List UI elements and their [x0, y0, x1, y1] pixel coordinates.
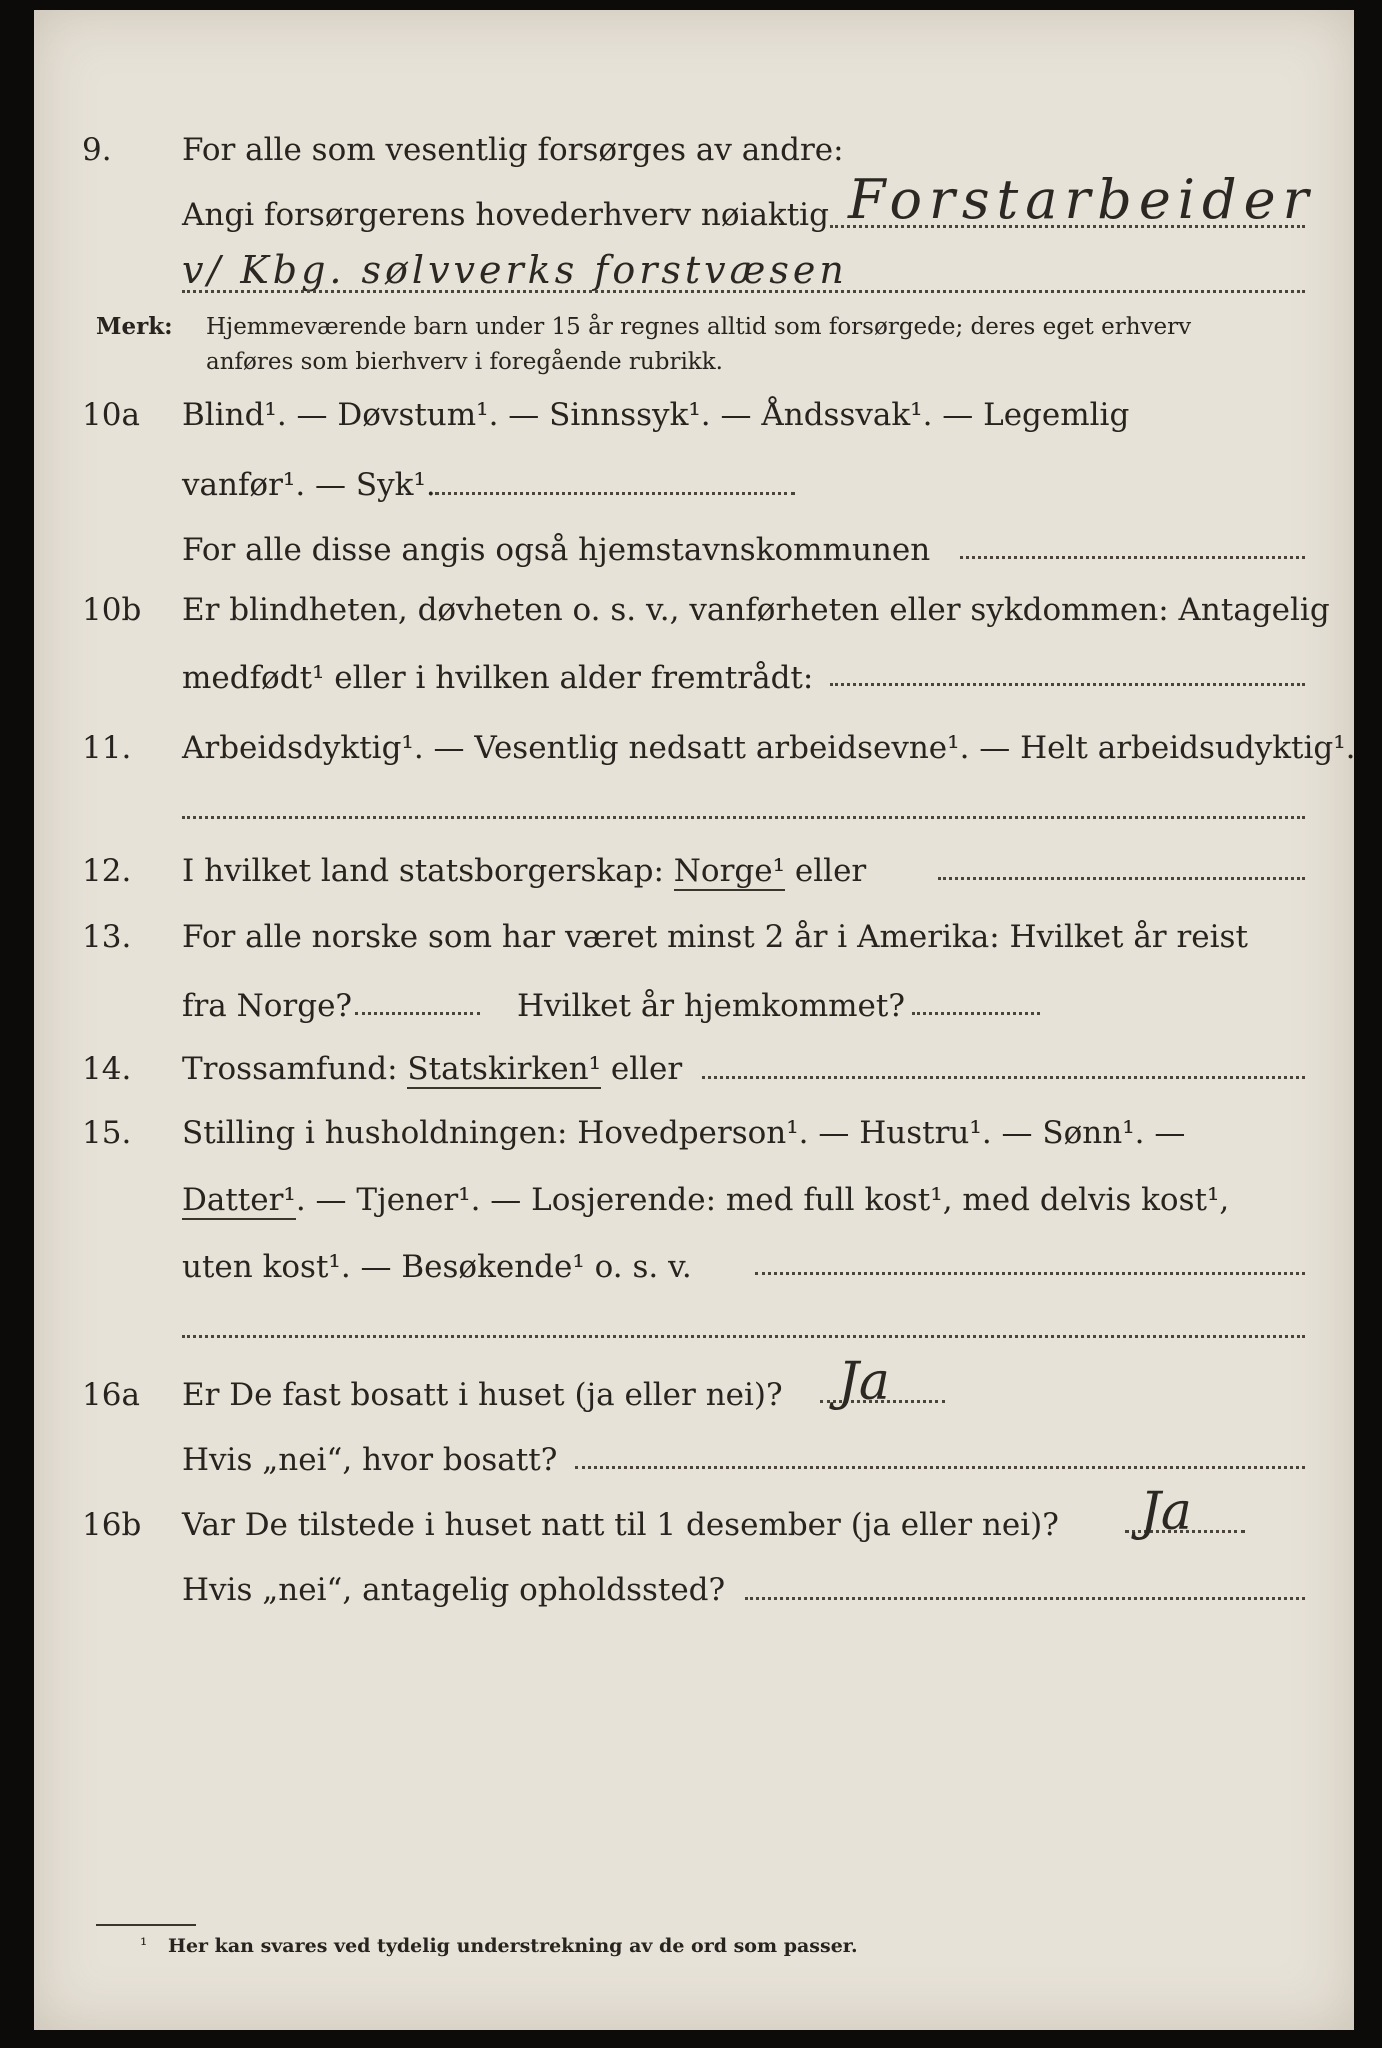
q9-line2: Angi forsørgerens hovederhverv nøiaktig — [182, 197, 829, 233]
q16b-line1: Var De tilstede i huset natt til 1 desember (ja eller nei)? — [182, 1507, 1059, 1543]
merk-line2: anføres som bierhverv i foregående rubrikk. — [206, 349, 723, 375]
q14-number: 14. — [82, 1051, 132, 1087]
q13-hjemkommet-line — [912, 1012, 1040, 1015]
q14-statskirken-option: Statskirken¹ — [407, 1051, 601, 1087]
footnote-text: Her kan svares ved tydelig understrekning av de ord som passer. — [168, 1935, 858, 1957]
q12-answer-line — [938, 877, 1305, 880]
q10a-line1: Blind¹. — Døvstum¹. — Sinnssyk¹. — Åndssvak¹. — Legemlig — [182, 397, 1130, 433]
q10a-line2: vanfør¹. — Syk¹. — [182, 467, 436, 503]
q10b-number: 10b — [82, 592, 142, 628]
q9-answer-line-2 — [182, 290, 1305, 293]
q13-line1: For alle norske som har været minst 2 år i Amerika: Hvilket år reist — [182, 919, 1248, 955]
q16a-number: 16a — [82, 1377, 140, 1413]
q15-line3: uten kost¹. — Besøkende¹ o. s. v. — [182, 1249, 692, 1285]
q15-answer-line — [755, 1272, 1305, 1275]
q13-line2b: Hvilket år hjemkommet? — [517, 988, 905, 1024]
q16b-number: 16b — [82, 1507, 142, 1543]
merk-line1: Hjemmeværende barn under 15 år regnes alltid som forsørgede; deres eget erhverv — [206, 314, 1192, 340]
q12-number: 12. — [82, 853, 132, 889]
q12-line — [182, 851, 866, 891]
q15-line2 — [182, 1180, 1229, 1220]
q9-number: 9. — [82, 132, 112, 168]
q12-norge-option: Norge¹ — [673, 853, 786, 889]
q16a-bosatt-line — [575, 1466, 1305, 1469]
q16b-handwritten-answer: Ja — [1140, 1482, 1192, 1542]
q12-text-b: eller — [794, 853, 867, 889]
q10a-hjemstavn-line — [960, 556, 1305, 559]
q10b-answer-line — [830, 683, 1305, 686]
q14-line — [182, 1049, 682, 1089]
q13-line2a: fra Norge? — [182, 988, 353, 1024]
q9-line1: For alle som vesentlig forsørges av andre: — [182, 132, 844, 168]
q14-text-b: eller — [610, 1051, 683, 1087]
q11-line1: Arbeidsdyktig¹. — Vesentlig nedsatt arbeidsevne¹. — Helt arbeidsudyktig¹. — [182, 730, 1356, 766]
q16b-line2: Hvis „nei“, antagelig opholdssted? — [182, 1572, 726, 1608]
q16a-line1: Er De fast bosatt i huset (ja eller nei)? — [182, 1377, 783, 1413]
merk-label: Merk: — [96, 313, 173, 340]
q9-handwritten-answer-2: v/ Kbg. sølvverks forstvæsen — [182, 248, 848, 292]
q10a-syk-line — [435, 492, 795, 495]
q13-reist-line — [355, 1012, 480, 1015]
q15-line2-rest: . — Tjener¹. — Losjerende: med full kost¹, med delvis kost¹, — [295, 1182, 1230, 1218]
q16a-handwritten-answer: Ja — [838, 1352, 890, 1412]
q15-answer-line-2 — [182, 1335, 1305, 1338]
q15-number: 15. — [82, 1115, 132, 1151]
q15-line1: Stilling i husholdningen: Hovedperson¹. — Hustru¹. — Sønn¹. — — [182, 1115, 1186, 1151]
q10b-line2: medfødt¹ eller i hvilken alder fremtrådt: — [182, 660, 814, 696]
footnote-separator — [96, 1924, 196, 1926]
q16a-line2: Hvis „nei“, hvor bosatt? — [182, 1442, 558, 1478]
q9-handwritten-answer-1: Forstarbeider — [848, 168, 1316, 231]
q12-text-a: I hvilket land statsborgerskap: — [182, 853, 664, 889]
q14-answer-line — [702, 1076, 1305, 1079]
q11-number: 11. — [82, 730, 132, 766]
q10a-line3: For alle disse angis også hjemstavnskommunen — [182, 532, 931, 568]
q14-text-a: Trossamfund: — [182, 1051, 398, 1087]
q11-answer-line — [182, 816, 1305, 819]
q10b-line1: Er blindheten, døvheten o. s. v., vanførheten eller sykdommen: Antagelig — [182, 592, 1330, 628]
q16b-opholdssted-line — [745, 1597, 1305, 1600]
footnote-mark: ¹ — [140, 1935, 148, 1956]
q15-datter-option: Datter¹ — [182, 1182, 296, 1218]
q10a-number: 10a — [82, 397, 140, 433]
q13-number: 13. — [82, 919, 132, 955]
